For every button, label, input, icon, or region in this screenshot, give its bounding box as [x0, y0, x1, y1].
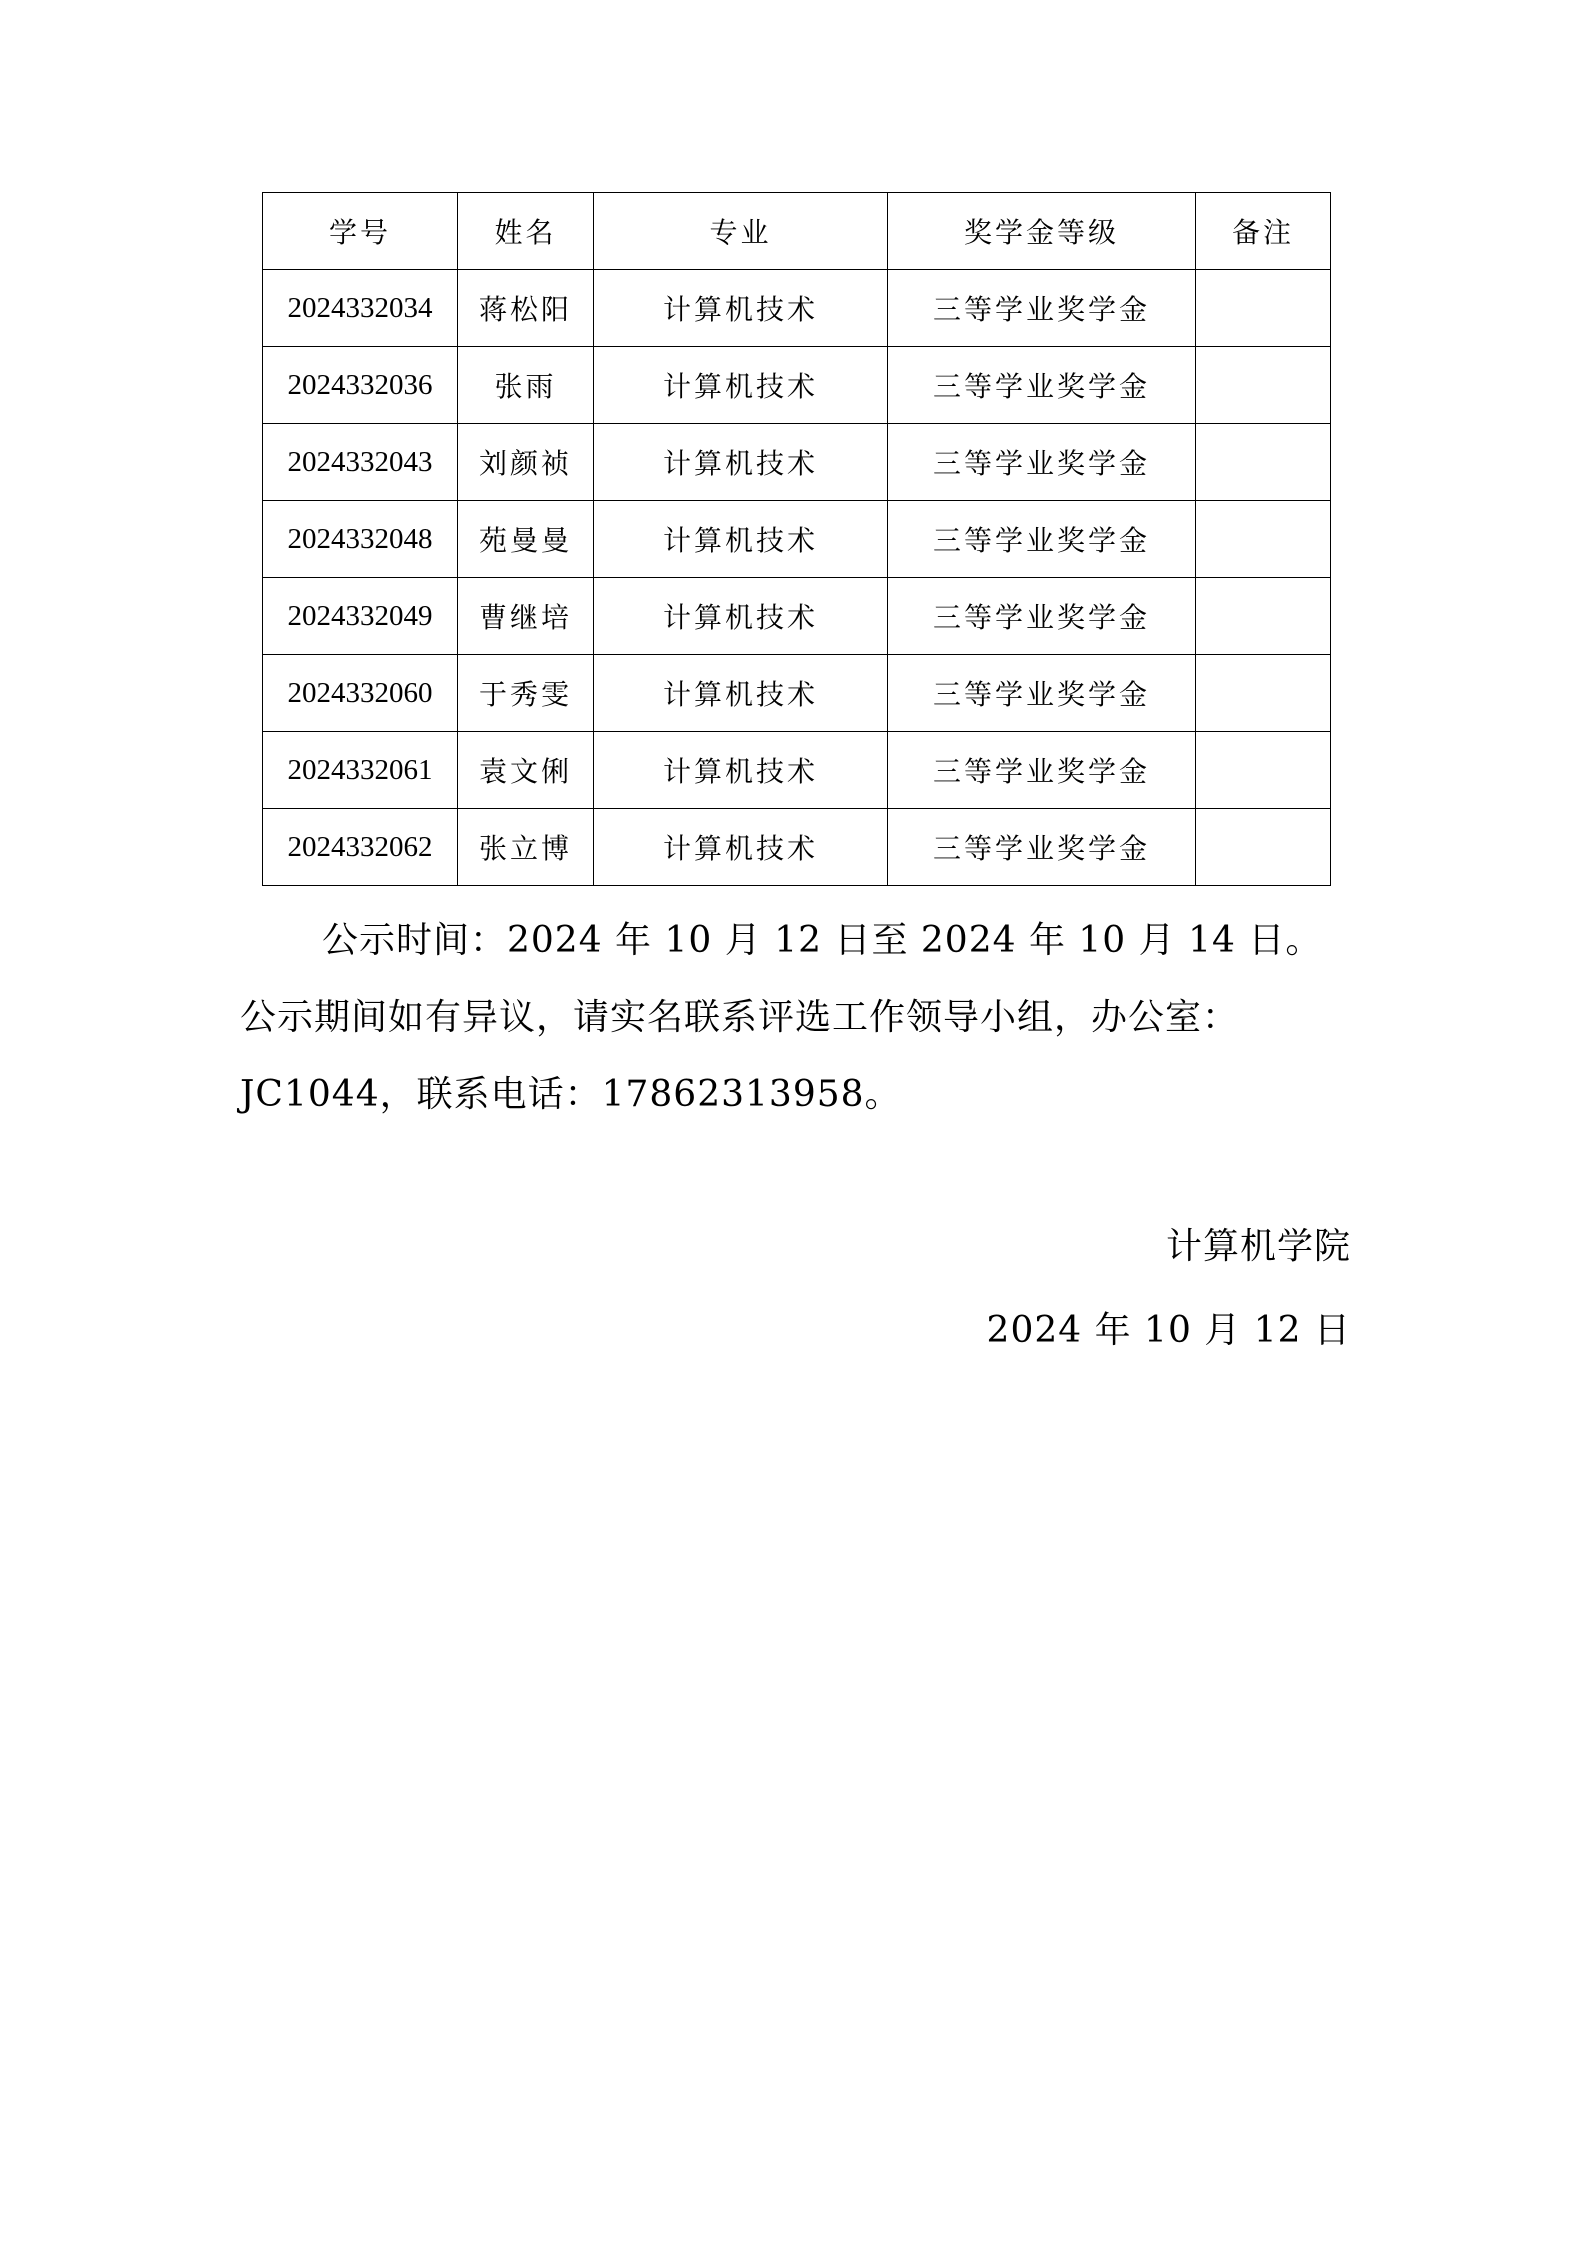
cell-name: 苑曼曼 [458, 501, 594, 578]
cell-name: 于秀雯 [458, 655, 594, 732]
table-row [263, 270, 1331, 347]
cell-note [1196, 809, 1331, 886]
table-row [263, 347, 1331, 424]
cell-student-id: 2024332061 [263, 732, 458, 809]
cell-name: 张雨 [458, 347, 594, 424]
cell-student-id: 2024332036 [263, 347, 458, 424]
cell-major: 计算机技术 [594, 270, 888, 347]
cell-name: 袁文俐 [458, 732, 594, 809]
cell-scholarship-level: 三等学业奖学金 [888, 578, 1196, 655]
table-row [263, 424, 1331, 501]
header-name: 姓名 [458, 193, 594, 270]
notice-period-line: 公示时间：2024 年 10 月 12 日至 2024 年 10 月 14 日。 [322, 920, 1323, 961]
signature-org: 计算机学院 [1165, 1226, 1351, 1267]
notice-contact-line: JC1044，联系电话：17862313958。 [240, 1074, 902, 1115]
cell-name: 曹继培 [458, 578, 594, 655]
cell-major: 计算机技术 [594, 424, 888, 501]
notice-paragraph [240, 902, 1360, 1133]
cell-student-id: 2024332049 [263, 578, 458, 655]
cell-student-id: 2024332048 [263, 501, 458, 578]
cell-student-id: 2024332060 [263, 655, 458, 732]
cell-note [1196, 347, 1331, 424]
notice-objection-line: 公示期间如有异议，请实名联系评选工作领导小组，办公室： [240, 997, 1240, 1038]
cell-scholarship-level: 三等学业奖学金 [888, 270, 1196, 347]
signature-block [987, 1205, 1351, 1373]
table-row [263, 732, 1331, 809]
cell-note [1196, 655, 1331, 732]
table-row [263, 809, 1331, 886]
cell-scholarship-level: 三等学业奖学金 [888, 501, 1196, 578]
cell-major: 计算机技术 [594, 578, 888, 655]
cell-student-id: 2024332062 [263, 809, 458, 886]
header-major: 专业 [594, 193, 888, 270]
cell-note [1196, 270, 1331, 347]
header-student-id: 学号 [263, 193, 458, 270]
cell-student-id: 2024332034 [263, 270, 458, 347]
scholarship-table [262, 192, 1331, 886]
table-header-row [263, 193, 1331, 270]
cell-major: 计算机技术 [594, 347, 888, 424]
cell-scholarship-level: 三等学业奖学金 [888, 347, 1196, 424]
table-row [263, 578, 1331, 655]
cell-major: 计算机技术 [594, 501, 888, 578]
cell-note [1196, 732, 1331, 809]
cell-note [1196, 578, 1331, 655]
table-row [263, 501, 1331, 578]
cell-major: 计算机技术 [594, 655, 888, 732]
signature-date: 2024 年 10 月 12 日 [986, 1310, 1351, 1351]
cell-major: 计算机技术 [594, 809, 888, 886]
cell-scholarship-level: 三等学业奖学金 [888, 732, 1196, 809]
header-scholarship-level: 奖学金等级 [888, 193, 1196, 270]
cell-name: 张立博 [458, 809, 594, 886]
cell-name: 刘颜祯 [458, 424, 594, 501]
cell-major: 计算机技术 [594, 732, 888, 809]
cell-note [1196, 424, 1331, 501]
cell-name: 蒋松阳 [458, 270, 594, 347]
cell-scholarship-level: 三等学业奖学金 [888, 424, 1196, 501]
cell-note [1196, 501, 1331, 578]
cell-scholarship-level: 三等学业奖学金 [888, 809, 1196, 886]
table-row [263, 655, 1331, 732]
header-note: 备注 [1196, 193, 1331, 270]
cell-student-id: 2024332043 [263, 424, 458, 501]
cell-scholarship-level: 三等学业奖学金 [888, 655, 1196, 732]
